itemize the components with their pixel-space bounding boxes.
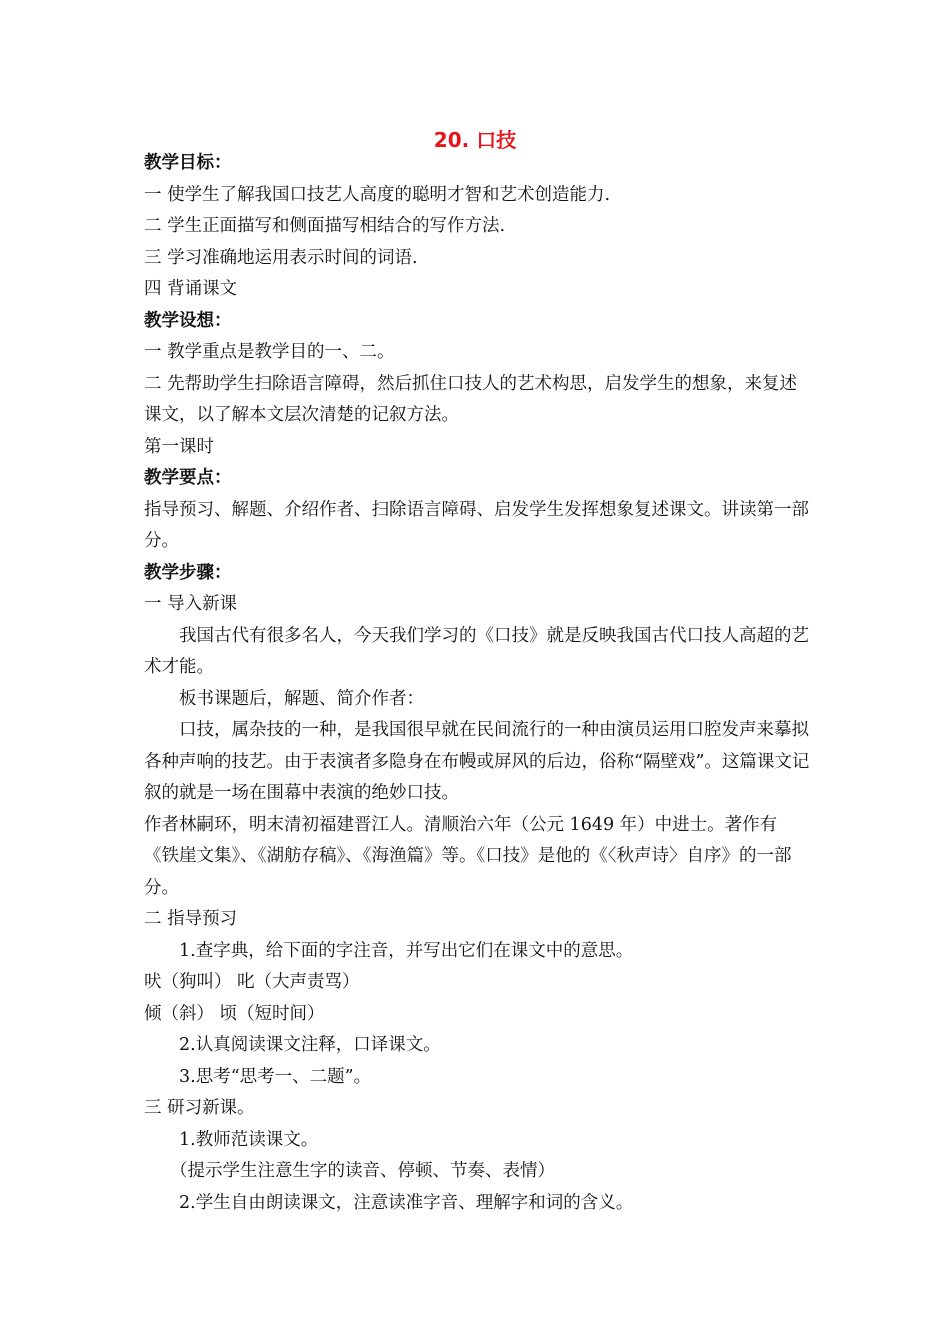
- body-paragraph: 2.认真阅读课文注释，口译课文。: [179, 1035, 441, 1055]
- body-paragraph: 三 学习准确地运用表示时间的词语.: [144, 247, 418, 268]
- body-paragraph: 板书课题后，解题、简介作者：: [179, 688, 424, 709]
- body-paragraph: 吠（狗叫） 叱（大声责骂）: [144, 972, 360, 992]
- section-heading: 教学要点：: [144, 468, 232, 488]
- document-body: [144, 148, 812, 1219]
- body-paragraph: 1.教师范读课文。: [179, 1129, 319, 1150]
- body-paragraph: 二 先帮助学生扫除语言障碍，然后抓住口技人的艺术构思，启发学生的想象，来复述课文，以了解本文层次清楚的记叙方法。: [144, 373, 798, 425]
- body-paragraph: 一 教学重点是教学目的一、二。: [144, 342, 395, 362]
- section-heading: 教学目标：: [144, 153, 232, 173]
- body-paragraph: 二 指导预习: [144, 909, 238, 929]
- body-paragraph: 二 学生正面描写和侧面描写相结合的写作方法.: [144, 216, 506, 236]
- body-paragraph: 指导预习、解题、介绍作者、扫除语言障碍、启发学生发挥想象复述课文。讲读第一部分。: [144, 499, 809, 551]
- document-title: 20. 口技: [433, 128, 517, 152]
- body-paragraph: 2.学生自由朗读课文，注意读准字音、理解字和词的含义。: [179, 1192, 634, 1213]
- body-paragraph: 作者林嗣环，明末清初福建晋江人。清顺治六年（公元 1649 年）中进士。著作有《铁崖文集》、《湖舫存稿》、《海渔篇》等。《口技》是他的《〈秋声诗〉自序》的一部分。: [144, 814, 792, 898]
- body-paragraph: 第一课时: [144, 436, 214, 457]
- section-heading: 教学步骤：: [144, 562, 232, 583]
- body-paragraph: 口技，属杂技的一种，是我国很早就在民间流行的一种由演员运用口腔发声来摹拟各种声响的技艺。由于表演者多隐身在布幔或屏风的后边，俗称“隔壁戏”。这篇课文记叙的就是一场在围幕中表演的绝妙口技。: [144, 720, 810, 803]
- body-paragraph: 一 导入新课: [144, 594, 238, 614]
- body-paragraph: 3.思考“思考一、二题”。: [179, 1066, 372, 1087]
- body-paragraph: （提示学生注意生字的读音、停顿、节奏、表情）: [170, 1161, 555, 1181]
- body-paragraph: 四 背诵课文: [144, 279, 238, 299]
- section-heading: 教学设想：: [144, 310, 232, 331]
- body-paragraph: 倾（斜） 顷（短时间）: [144, 1003, 325, 1024]
- body-paragraph: 一 使学生了解我国口技艺人高度的聪明才智和艺术创造能力.: [144, 184, 611, 205]
- body-paragraph: 1.查字典，给下面的字注音，并写出它们在课文中的意思。: [179, 940, 634, 961]
- body-paragraph: 我国古代有很多名人，今天我们学习的《口技》就是反映我国古代口技人高超的艺术才能。: [144, 625, 809, 677]
- body-paragraph: 三 研习新课。: [144, 1098, 255, 1118]
